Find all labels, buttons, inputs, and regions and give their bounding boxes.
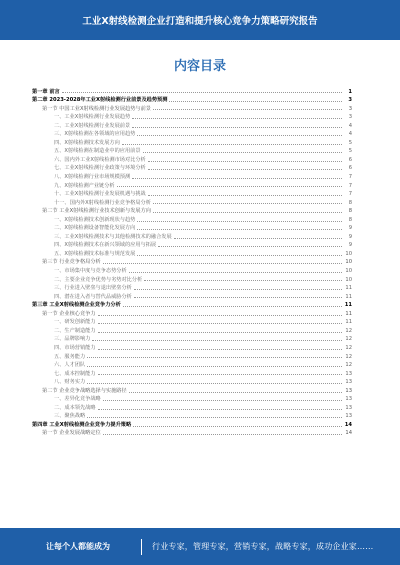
toc-leader-dots [137, 229, 342, 230]
toc-entry[interactable] [32, 112, 352, 121]
toc-leader-dots [134, 297, 342, 298]
toc-entry[interactable] [32, 325, 352, 334]
toc-entry-label: 十、工业X射线检测行业发展机遇与挑战 [54, 191, 146, 198]
toc-entry-label: 第二节 企业竞争战略选择与实施路径 [42, 387, 127, 394]
toc-entry-label: 四、X射线检测技术发展方向 [54, 139, 120, 146]
toc-leader-dots [137, 255, 342, 256]
footer-tagline: 行业专家，管理专家，营销专家，战略专家，成功企业家…… [152, 542, 374, 551]
toc-entry-label: 三、工业X射线检测技术与其他检测技术的融合发展 [54, 233, 172, 240]
report-title: 工业X射线检测企业打造和提升核心竞争力策略研究报告 [82, 16, 318, 27]
toc-entry[interactable] [32, 154, 352, 163]
toc-entry-label: 四、市场营销能力 [54, 344, 96, 351]
toc-entry-label: 八、X射线检测行业市场规模预测 [54, 174, 131, 181]
toc-entry-label: 四、潜在进入者与替代品威胁分析 [54, 293, 132, 300]
toc-entry[interactable] [32, 163, 352, 172]
footer-slogan: 让每个人都能成为 [46, 542, 110, 551]
toc-entry-label: 第三节 行业竞争格局分析 [42, 259, 101, 266]
toc-page-number: 5 [348, 148, 352, 155]
toc-leader-dots [132, 178, 342, 179]
toc-entry-label: 三、品牌影响力 [54, 336, 91, 343]
toc-entry-label: 第四章 工业X射线检测企业竞争力提升策略 [32, 421, 132, 428]
toc-entry-label: 一、工业X射线检测行业发展趋势 [54, 114, 131, 121]
toc-leader-dots [103, 434, 342, 435]
toc-leader-dots [137, 135, 342, 136]
toc-leader-dots [103, 400, 342, 401]
toc-leader-dots [98, 409, 342, 410]
toc-leader-dots [144, 280, 342, 281]
toc-entry-label: 七、成本控制能力 [54, 370, 96, 377]
toc-page-number: 9 [348, 225, 352, 232]
toc-entry[interactable] [32, 206, 352, 215]
toc-entry[interactable] [32, 342, 352, 351]
toc-page-number: 4 [348, 131, 352, 138]
toc-leader-dots [134, 289, 342, 290]
toc-page-number: 7 [348, 174, 352, 181]
toc-page-number: 3 [348, 97, 352, 104]
toc-leader-dots [132, 118, 342, 119]
toc-page-number: 7 [348, 191, 352, 198]
toc-entry-label: 二、生产制造能力 [54, 327, 96, 334]
toc-page-number: 12 [345, 336, 352, 343]
toc-entry[interactable] [32, 402, 352, 411]
toc-leader-dots [122, 144, 342, 145]
toc-entry-label: 五、服务能力 [54, 353, 86, 360]
toc-page-number: 8 [348, 216, 352, 223]
toc-leader-dots [98, 332, 342, 333]
toc-entry[interactable] [32, 95, 352, 104]
toc-page-number: 1 [348, 88, 352, 95]
toc-page-number: 5 [348, 139, 352, 146]
toc-page-number: 11 [345, 285, 352, 292]
toc-entry[interactable] [32, 248, 352, 257]
toc-page-number: 10 [345, 250, 352, 257]
toc-leader-dots [153, 212, 342, 213]
toc-leader-dots [132, 127, 342, 128]
toc-leader-dots [133, 426, 342, 427]
toc-entry-label: 三、聚焦战略 [54, 413, 86, 420]
toc-entry-label: 一、X射线检测技术创新现状与趋势 [54, 216, 136, 223]
toc-page-number: 3 [348, 105, 352, 112]
toc-entry[interactable] [32, 180, 352, 189]
toc-page-number: 10 [345, 276, 352, 283]
toc-page-number: 11 [345, 310, 352, 317]
toc-page-number: 10 [345, 259, 352, 266]
toc-entry-label: 二、工业X射线检测行业发展前景 [54, 122, 131, 129]
toc-entry[interactable] [32, 368, 352, 377]
toc-leader-dots [158, 246, 342, 247]
toc-entry[interactable] [32, 394, 352, 403]
toc-page-number: 11 [344, 302, 352, 309]
toc-leader-dots [98, 349, 342, 350]
toc-page-number: 13 [345, 387, 352, 394]
toc-entry[interactable] [32, 283, 352, 292]
toc-page-number: 7 [348, 182, 352, 189]
toc-entry[interactable] [32, 103, 352, 112]
toc-entry[interactable] [32, 377, 352, 386]
toc-entry-label: 一、差异化竞争战略 [54, 396, 101, 403]
toc-leader-dots [87, 417, 342, 418]
toc-entry-label: 六、人才团队 [54, 362, 86, 369]
toc-entry[interactable] [32, 291, 352, 300]
toc-entry-label: 二、成本领先战略 [54, 404, 96, 411]
toc-entry-label: 一、研发创新能力 [54, 319, 96, 326]
toc-entry[interactable] [32, 257, 352, 266]
toc-entry[interactable] [32, 137, 352, 146]
toc-entry[interactable] [32, 120, 352, 129]
toc-entry-label: 七、工业X射线检测行业政策与环境分析 [54, 165, 146, 172]
toc-page-number: 12 [345, 353, 352, 360]
toc-entry[interactable] [32, 86, 352, 95]
toc-entry[interactable] [32, 231, 352, 240]
toc-leader-dots [129, 392, 342, 393]
toc-page-number: 9 [348, 233, 352, 240]
toc-page-number: 4 [348, 122, 352, 129]
toc-page-number: 13 [345, 413, 352, 420]
toc-entry[interactable] [32, 265, 352, 274]
toc-leader-dots [87, 366, 342, 367]
toc-leader-dots [103, 263, 342, 264]
toc-page-number: 12 [345, 362, 352, 369]
toc-entry-label: 三、X射线检测在各领域的应用趋势 [54, 131, 136, 138]
toc-page-number: 11 [345, 293, 352, 300]
toc-entry[interactable] [32, 428, 352, 437]
toc-leader-dots [174, 238, 342, 239]
toc-entry[interactable] [32, 274, 352, 283]
toc-leader-dots [98, 315, 342, 316]
toc-leader-dots [153, 203, 342, 204]
toc-entry[interactable] [32, 189, 352, 198]
toc-entry-label: 一、市场集中度与竞争态势分析 [54, 268, 127, 275]
toc-entry-label: 十一、国内外X射线检测行业竞争格局分析 [54, 199, 151, 206]
toc-leader-dots [87, 357, 342, 358]
toc-leader-dots [148, 169, 342, 170]
toc-leader-dots [143, 152, 342, 153]
toc-leader-dots [98, 374, 342, 375]
toc-entry[interactable] [32, 146, 352, 155]
toc-entry-label: 第二章 2023-2028年工业X射线检测行业前景及趋势预测 [32, 97, 168, 104]
toc-leader-dots [62, 92, 342, 93]
toc-entry-label: 三、行业进入壁垒与退出壁垒分析 [54, 285, 132, 292]
toc-entry[interactable] [32, 214, 352, 223]
footer-bar [0, 528, 400, 565]
toc-page-number: 9 [348, 242, 352, 249]
toc-page-number: 12 [345, 344, 352, 351]
toc-page-number: 11 [345, 319, 352, 326]
toc-entry[interactable] [32, 240, 352, 249]
toc-entry-label: 五、X射线检测在制造业中的应用前景 [54, 148, 141, 155]
toc-page-number: 13 [345, 396, 352, 403]
toc-entry[interactable] [32, 334, 352, 343]
toc-page-number: 3 [348, 114, 352, 121]
toc-entry[interactable] [32, 300, 352, 309]
toc-entry-label: 二、主要企业竞争优势与劣势对比分析 [54, 276, 143, 283]
toc-page-number: 8 [348, 208, 352, 215]
toc-entry-label: 五、X射线检测技术标准与规范发展 [54, 250, 136, 257]
toc-entry[interactable] [32, 419, 352, 428]
toc-leader-dots [153, 109, 342, 110]
toc-entry-label: 第二节 工业X射线检测行业技术创新与发展方向 [42, 208, 151, 215]
toc-page-number: 13 [345, 379, 352, 386]
toc-leader-dots [148, 161, 342, 162]
toc-leader-dots [117, 186, 342, 187]
toc-leader-dots [169, 101, 342, 102]
toc-entry-label: 九、X射线检测产业链分析 [54, 182, 115, 189]
toc-page-number: 8 [348, 199, 352, 206]
toc-entry-label: 八、财务实力 [54, 379, 86, 386]
toc-page-number: 10 [345, 268, 352, 275]
table-of-contents [32, 86, 352, 436]
toc-entry-label: 第一节 企业核心竞争力 [42, 310, 96, 317]
toc-page-number: 6 [348, 165, 352, 172]
toc-entry-label: 第一节 中国工业X射线检测行业发展趋势与前景 [42, 105, 151, 112]
toc-page-number: 13 [345, 404, 352, 411]
toc-entry[interactable] [32, 385, 352, 394]
toc-entry[interactable] [32, 129, 352, 138]
toc-entry[interactable] [32, 197, 352, 206]
toc-entry[interactable] [32, 171, 352, 180]
toc-entry-label: 第一节 企业发展战略定位 [42, 430, 101, 437]
toc-entry[interactable] [32, 317, 352, 326]
toc-leader-dots [129, 272, 342, 273]
toc-leader-dots [87, 383, 342, 384]
toc-entry-label: 二、X射线检测设备智能化发展方向 [54, 225, 136, 232]
toc-entry[interactable] [32, 223, 352, 232]
toc-leader-dots [92, 340, 342, 341]
toc-entry[interactable] [32, 411, 352, 420]
report-header-bar [0, 0, 400, 40]
toc-entry[interactable] [32, 360, 352, 369]
toc-entry-label: 六、国内外工业X射线检测市场对比分析 [54, 156, 146, 163]
toc-page-number: 13 [345, 370, 352, 377]
toc-entry-label: 第三章 工业X射线检测企业竞争力分析 [32, 302, 121, 309]
toc-page-number: 12 [345, 327, 352, 334]
toc-page-number: 14 [344, 421, 352, 428]
toc-page-number: 6 [348, 156, 352, 163]
toc-leader-dots [123, 306, 342, 307]
toc-entry[interactable] [32, 308, 352, 317]
toc-leader-dots [98, 323, 342, 324]
toc-page-number: 14 [345, 430, 352, 437]
toc-title: 内容目录 [173, 59, 226, 74]
toc-entry-label: 四、X射线检测技术在新兴领域的应用与拓展 [54, 242, 157, 249]
toc-entry[interactable] [32, 351, 352, 360]
toc-leader-dots [148, 195, 342, 196]
toc-leader-dots [137, 221, 342, 222]
toc-entry-label: 第一章 前言 [32, 88, 60, 95]
footer-divider [141, 539, 142, 555]
